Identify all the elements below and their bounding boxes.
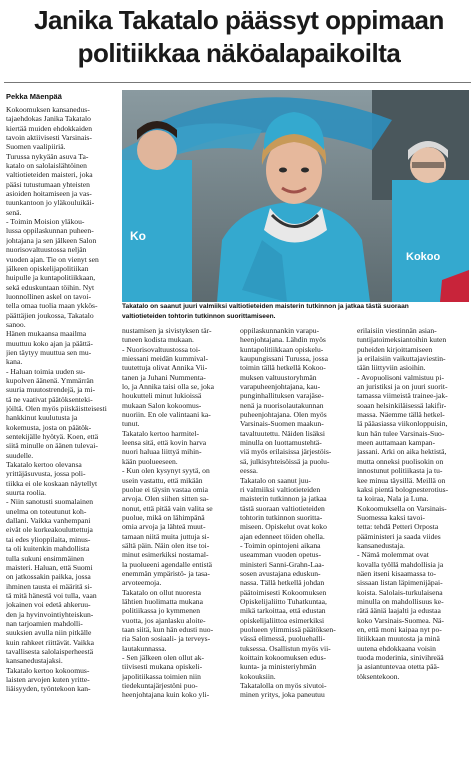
text-line: Takatalo kertoo olevansa bbox=[6, 460, 82, 470]
text-line: miessani meidän kummival- bbox=[122, 354, 209, 364]
text-line: sosen avustajana eduskun- bbox=[240, 568, 321, 578]
text-line: Hänen mukaansa maailma bbox=[6, 329, 87, 339]
text-line: meen auttamaan kampan- bbox=[357, 438, 436, 448]
svg-text:Kokoo: Kokoo bbox=[406, 251, 441, 263]
text-line: katalo on salolaislähtöinen bbox=[6, 161, 87, 171]
text-line: kee minua täysillä. Meillä on bbox=[357, 475, 446, 485]
text-line: kansanedustaja. bbox=[357, 540, 405, 550]
text-line: eessa. bbox=[240, 466, 258, 476]
caption-line-1: Takatalo on saanut juuri valmiiksi valtiotieteiden maisterin tutkinnon ja jatkaa tästä suoraan bbox=[122, 303, 409, 310]
text-line: punginhallituksen varajäse- bbox=[240, 391, 324, 401]
text-line: tella omaa tuolia maan ykkös- bbox=[6, 301, 98, 311]
text-line: nuorisovaltuustossa neljän bbox=[6, 245, 87, 255]
text-line: tamassa viimeistä trainee-jak- bbox=[357, 391, 448, 401]
caption-line-2: valtiotieteiden tohtorin tutkinnon suorittamiseen. bbox=[122, 313, 276, 320]
text-line: minulla on mahdollisuus ke- bbox=[357, 596, 444, 606]
text-line: tuoda moderinia, sinivihreää bbox=[357, 653, 444, 663]
text-line: mutta onneksi puolisokin on bbox=[357, 456, 444, 466]
text-line: liäisyyden, työntekoon kan- bbox=[6, 684, 91, 694]
text-line: houkutteli minut lukioissä bbox=[122, 391, 202, 401]
article-column-1 bbox=[6, 105, 118, 765]
text-line: nuoriin. En ole valintaani ka- bbox=[122, 410, 211, 420]
text-line: oppilaskunnankin varapu- bbox=[240, 326, 320, 335]
text-line: puheiden kirjoittamiseen bbox=[357, 344, 433, 354]
text-line: varapuheenjohtajana, kau- bbox=[240, 382, 321, 392]
text-line: useamman vuoden opetus- bbox=[240, 550, 321, 560]
text-line: huipulle ja kuntapolitiikkaan, bbox=[6, 273, 96, 283]
text-line: sentekijälle hyötyä. Koen, että bbox=[6, 432, 99, 442]
text-line: muksen valtuustoryhmän bbox=[240, 372, 317, 382]
text-line: tavaltuutettu. Näiden lisäksi bbox=[240, 428, 325, 438]
text-line: tuntijatoimeksiantoihin kuten bbox=[357, 335, 447, 345]
text-line: Kokoomuksella on Varsinais- bbox=[357, 503, 447, 513]
text-line: suurta roolia. bbox=[6, 488, 47, 498]
text-line: enemmän ympäristö- ja tasa- bbox=[122, 568, 210, 578]
text-line: Takatalo kertoo harmitel- bbox=[122, 428, 200, 438]
text-line: lautakunnassa. bbox=[122, 643, 167, 653]
text-line: tiedekuntajärjestöni puo- bbox=[122, 681, 198, 691]
text-line: kupolven äänenä. Ymmärrän bbox=[6, 375, 94, 385]
text-line: koista. Salolais-turkulaisena bbox=[357, 587, 443, 597]
text-line: dallani. Vaikka vanhempani bbox=[6, 516, 91, 526]
text-line: kunta- ja ministeriyhmän bbox=[240, 662, 317, 672]
text-line: töksentekoon. bbox=[357, 671, 400, 681]
text-line: - Avopuolisoni valmistuu pi- bbox=[357, 372, 444, 382]
text-line: päätoimisesti Kokoomuksen bbox=[240, 587, 327, 597]
text-line: tiivisesti mukana opiskeli- bbox=[122, 662, 203, 672]
text-line: jassani. Arki on aika hektistä, bbox=[357, 447, 447, 457]
text-line: hankkinut kuulutusta ja bbox=[6, 413, 78, 423]
text-line: sissaan listan läpimenijäpai- bbox=[357, 578, 443, 588]
text-line: Varsinais-Suomen maakun- bbox=[240, 419, 324, 429]
text-line: sä, julkisyhteisöissä ja puolu- bbox=[240, 456, 330, 466]
text-line: Opiskelijaliitto Tuhatkuntaa, bbox=[240, 596, 327, 606]
text-line: la puolueeni agendalle entistä bbox=[122, 559, 213, 569]
article-photo bbox=[122, 90, 469, 302]
text-line: Takatalolla on myös sivutoi- bbox=[240, 681, 327, 691]
text-line: - Toimin opintojeni aikana bbox=[240, 540, 321, 550]
text-line: arvoja. Olen siihen sitten sa- bbox=[122, 494, 209, 504]
text-line: japolitiikassa toimien niin bbox=[122, 671, 201, 681]
text-line: Suomen vaalipiiriä. bbox=[6, 142, 66, 152]
text-line: taan siitä, kun hän edusti nuo- bbox=[122, 625, 214, 634]
text-line: ihminen tausta ei määritä si- bbox=[6, 581, 93, 591]
text-line: tuutettuja olivat Annika Vii- bbox=[122, 363, 208, 373]
text-line: maisteri. Haluan, että Suomi bbox=[6, 562, 93, 572]
headline bbox=[8, 4, 470, 70]
text-line: uutena ehdokkaana voisin bbox=[357, 643, 436, 653]
svg-text:Ko: Ko bbox=[130, 229, 146, 243]
text-line: lussa oppilaskunnan puheen- bbox=[6, 226, 94, 236]
text-line: vuoden ajan. Tie on vienyt sen bbox=[6, 254, 99, 264]
text-line: mukaan Salon kokoomus- bbox=[122, 400, 202, 410]
text-line: ta oli kuitenkin mahdollista bbox=[6, 544, 90, 554]
text-line: lo, ja Annika taisi olla se, joka bbox=[122, 382, 214, 392]
article-column-2 bbox=[122, 326, 234, 765]
text-line: pääministeri ja saada viides bbox=[357, 531, 441, 541]
text-line: tanen ja Juhani Nummenta- bbox=[122, 372, 206, 382]
text-line: heenjohtajana. Lähdin myös bbox=[240, 335, 326, 345]
headline-line-2: politiikkaa näköalapaikoilta bbox=[77, 38, 401, 68]
text-line: koko Varsinais-Suomea. Nä- bbox=[357, 615, 444, 625]
text-line: unelma on toteutunut koh- bbox=[6, 506, 87, 516]
text-line: nustamisen ja sivistyksen tär- bbox=[122, 326, 212, 335]
text-line: yrittäjäsuvusta, jossa poli- bbox=[6, 469, 86, 479]
text-line: minen yritys, joka paneutuu bbox=[240, 690, 325, 700]
text-line: koittain kokoomuksen edus- bbox=[240, 653, 327, 663]
text-line: nonut, että pitää vain valita se bbox=[122, 503, 213, 513]
text-line: arvoteemoja. bbox=[122, 578, 162, 588]
text-line: sältä päin. Näin olen itse toi- bbox=[122, 540, 210, 550]
text-line: sekä eduskuntaan töihin. Nyt bbox=[6, 282, 95, 292]
text-line: miseen. Opiskelut ovat koko bbox=[240, 522, 327, 532]
text-line: tuksessa. Osallistun myös vii- bbox=[240, 643, 331, 653]
text-line: kansanedustajaksi. bbox=[6, 656, 63, 666]
text-line: kaupungissani Turussa, jossa bbox=[240, 354, 328, 364]
text-line: siitä minulle on äänen tulevai- bbox=[6, 441, 98, 451]
text-line: tään liittyviin asioihin. bbox=[357, 363, 426, 373]
text-line: leensa sitä, että kovin harva bbox=[122, 438, 207, 448]
text-line: minulla on luottamustehtä- bbox=[240, 438, 322, 448]
text-line: ri valmiiksi valtiotieteiden bbox=[240, 484, 321, 494]
text-line: innostunut politiikasta ja tu- bbox=[357, 466, 443, 476]
text-line: an juristiksi ja on juuri suorit- bbox=[357, 382, 448, 392]
text-line: - Haluan toimia uuden su- bbox=[6, 366, 86, 376]
text-line: senä. bbox=[6, 207, 22, 217]
text-line: kokouksiin. bbox=[240, 671, 276, 681]
text-line: nassa. Tällä hetkellä johdan bbox=[240, 578, 325, 588]
text-line: - Kun olen kysynyt syytä, on bbox=[122, 466, 210, 476]
text-line: tohtorin tutkinnon suoritta- bbox=[240, 512, 323, 522]
text-line: lähtien huolimatta mukana bbox=[122, 596, 203, 606]
text-line: usein vastattu, että mikään bbox=[122, 475, 203, 485]
text-line: kokemusta, josta on päätök- bbox=[6, 422, 92, 432]
text-line: jälkeen opiskelijapolitiikan bbox=[6, 263, 89, 273]
text-line: jien täytyy muuttua sen mu- bbox=[6, 347, 92, 357]
text-line: eivät ole korkeakouluttettuja bbox=[6, 525, 93, 535]
text-line: tä mitä hänestä voi tulla, vaan bbox=[6, 590, 97, 600]
text-line: kuntapolitiikkaan opiskelu- bbox=[240, 344, 324, 354]
byline: Pekka Mäenpää bbox=[6, 92, 62, 101]
text-line: Takatalo on saanut juu- bbox=[240, 475, 311, 485]
text-line: tiikka ei ole koskaan näytellyt bbox=[6, 478, 98, 488]
text-line: massa. Näemme tällä hetkel- bbox=[357, 410, 445, 420]
text-line: jokainen voi edetä ahkeruu- bbox=[6, 600, 91, 610]
text-line: kaksi pientä bolognesterotius- bbox=[357, 484, 449, 494]
text-line: heenjohtajana kuin koko yli- bbox=[122, 690, 210, 700]
text-line: erilaisiin viestinnän asian- bbox=[357, 326, 437, 335]
text-line: laisten arvojen kuten yritte- bbox=[6, 674, 90, 684]
text-line: rätä ääniä laajalti ja edustaa bbox=[357, 606, 441, 616]
text-line: ajan edenneet töiden ohella. bbox=[240, 531, 325, 541]
text-line: ja erilaisiin vaikuttajaviestin- bbox=[357, 354, 446, 364]
text-line: Suomessa kaksi tavoi- bbox=[357, 512, 425, 522]
text-line: jöiltä. Olen myös piiskäistteisesti bbox=[6, 404, 107, 413]
text-line: - Nuorisovaltuustossa toi- bbox=[122, 344, 201, 354]
text-line: Takatalo on ollut nuoresta bbox=[122, 587, 201, 597]
text-line: den ja hyvinvointiyhteiskun- bbox=[6, 609, 94, 619]
text-line: - Niin sanotusti suomalainen bbox=[6, 497, 94, 507]
text-line: maisterin tutkinnon ja jatkaa bbox=[240, 494, 327, 504]
text-line: nan tarjoamien mahdolli- bbox=[6, 618, 83, 628]
text-line: pääsi tutustumaan yhteisten bbox=[6, 179, 90, 189]
text-line: suuksien avulla niin pitkälle bbox=[6, 628, 92, 638]
text-line: nenä ja nuorisolautakunnan bbox=[240, 400, 324, 410]
text-line: tavoin aktiivisesti Varsinais- bbox=[6, 133, 92, 143]
text-line: - Sen jälkeen olen ollut ak- bbox=[122, 653, 205, 663]
text-line: Turussa nykyään asuva Ta- bbox=[6, 151, 89, 161]
text-line: suudelle. bbox=[6, 450, 34, 460]
text-line: päättäjien joukossa, Takatalo bbox=[6, 310, 94, 320]
text-line: Kokoomuksen kansanedus- bbox=[6, 105, 90, 114]
text-line: muuttuu koko ajan ja päättä- bbox=[6, 338, 93, 348]
article-column-4 bbox=[357, 326, 471, 765]
text-line: tavallisesta salolaisperheestä bbox=[6, 646, 94, 656]
text-line: valtiotieteiden maisteri, joka bbox=[6, 170, 93, 180]
text-line: Takatalo kertoo kokoomus- bbox=[6, 665, 90, 675]
text-line: puolue ei täysin vastaa omia bbox=[122, 484, 209, 494]
text-line: kiertää muiden ehdokkaiden bbox=[6, 123, 93, 133]
text-line: kuin rahkeet riittävät. Vaikka bbox=[6, 637, 95, 647]
text-line: asioiden hoitamiseen ja vas- bbox=[6, 189, 92, 199]
text-line: nuori haluaa liittyä mihin- bbox=[122, 447, 202, 457]
text-line: sanoo. bbox=[6, 319, 26, 329]
text-line: en, että moni kaipaa nyt po- bbox=[357, 625, 442, 634]
text-line: johtajana ja sen jälkeen Salon bbox=[6, 235, 97, 245]
text-line: litiikkaan muutosta ja minä bbox=[357, 634, 440, 644]
text-line: tajaehdokas Janika Takatalo bbox=[6, 114, 91, 124]
photo-caption bbox=[122, 302, 469, 322]
text-line: tulla sukuni ensimmäinen bbox=[6, 553, 85, 563]
text-line: toimin tällä hetkellä Kokoo- bbox=[240, 363, 326, 373]
text-line: lä pääasiassa viikonloppuisin, bbox=[357, 419, 448, 429]
text-line: puolueen ylimmissä päätöksen- bbox=[240, 625, 336, 634]
text-line: - Nämä molemmat ovat bbox=[357, 550, 429, 560]
text-line: tästä suoraan valtiotieteiden bbox=[240, 503, 325, 513]
text-line: vuotta, jos ajanlasku aloite- bbox=[122, 615, 206, 625]
text-line: soaan helsinkiläisessä lakifir- bbox=[357, 400, 447, 410]
text-line: - Toimin Moision yläkou- bbox=[6, 217, 85, 227]
article-column-3 bbox=[240, 326, 352, 765]
headline-line-1: Janika Takatalo päässyt oppimaan bbox=[34, 5, 444, 35]
text-line: minut esimerkiksi nostamal- bbox=[122, 550, 209, 560]
text-line: puolue, mikä on lähimpänä bbox=[122, 512, 205, 522]
text-line: mikä tarkoittaa, että edustan bbox=[240, 606, 326, 616]
text-line: kun hän tulee Varsinais-Suo- bbox=[357, 428, 445, 438]
text-line: vässä elimessä, puoluehalli- bbox=[240, 634, 325, 644]
text-line: politiikassa jo kymmenen bbox=[122, 606, 201, 616]
text-line: on jatkossakin paikka, jossa bbox=[6, 572, 91, 582]
text-line: opiskelijaliittoa esimerkiksi bbox=[240, 615, 325, 625]
text-line: ja asiantuntevaa otetta pää- bbox=[357, 662, 440, 672]
text-line: ta koiraa, Nala ja Luna. bbox=[357, 494, 429, 504]
text-line: tamaan niitä muita juttuja si- bbox=[122, 531, 210, 541]
text-line: tuneen kodista mukaan. bbox=[122, 335, 194, 345]
text-line: tä ne vaativat päätöksenteki- bbox=[6, 394, 93, 404]
text-line: kään puolueeseen. bbox=[122, 456, 178, 466]
text-line: näen itseni kisaamassa to- bbox=[357, 568, 437, 578]
text-line: tuunkantoon jo yläkouluikäi- bbox=[6, 198, 95, 208]
text-line: omia arvoja ja lähteä muut- bbox=[122, 522, 206, 532]
text-line: ria Salon sosiaali- ja terveys- bbox=[122, 634, 211, 644]
text-line: viä myös erilaisissa järjestöis- bbox=[240, 447, 332, 457]
divider bbox=[4, 82, 471, 83]
text-line: puheenjohtajana. Olen myös bbox=[240, 410, 327, 420]
text-line: kana. bbox=[6, 357, 23, 367]
text-line: tai edes ylioppilaita, minus- bbox=[6, 534, 91, 544]
text-line: tunut. bbox=[122, 419, 140, 429]
text-line: kovalla työllä mahdollisia ja bbox=[357, 559, 444, 569]
text-line: luonnollinen askel on tavoi- bbox=[6, 291, 91, 301]
text-line: tetta: tehdä Petteri Orposta bbox=[357, 522, 439, 532]
text-line: suuria muutostrendejä, ja mi- bbox=[6, 385, 95, 395]
text-line: ministeri Sanni-Grahn-Laa- bbox=[240, 559, 325, 569]
